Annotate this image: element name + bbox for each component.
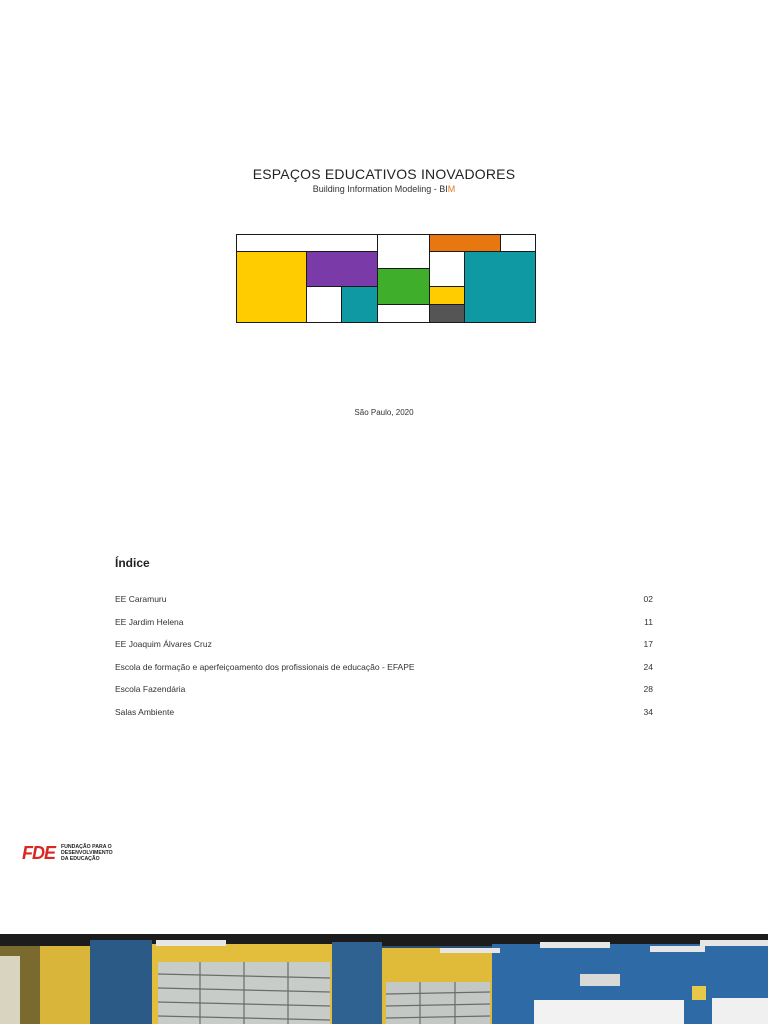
logo-block-gray	[430, 305, 465, 323]
toc-entry[interactable]	[115, 684, 653, 707]
toc-entry[interactable]	[115, 662, 653, 685]
cover-title-block	[0, 166, 768, 194]
toc-entry[interactable]	[115, 707, 653, 730]
toc-entry-label: Escola de formação e aperfeiçoamento dos profissionais de educação - EFAPE	[115, 661, 415, 672]
logo-block-teal-small	[342, 287, 378, 323]
logo-block-yellow-large	[237, 252, 307, 323]
document-subtitle	[0, 184, 768, 194]
fde-logo-text-line2: DESENVOLVIMENTO	[61, 850, 113, 856]
document-title: ESPAÇOS EDUCATIVOS INOVADORES	[252, 166, 516, 182]
fde-logo-mark: FDE	[22, 843, 55, 863]
fde-logo-text-line1: FUNDAÇÃO PARA O	[61, 844, 112, 850]
toc-entry-label: EE Caramuru	[115, 594, 167, 604]
toc-entry-page: 34	[643, 706, 653, 717]
subtitle-main: Building Information Modeling - BI	[312, 184, 448, 194]
table-of-contents	[115, 594, 653, 730]
toc-entry-label: Escola Fazendária	[115, 684, 186, 695]
fde-logo	[22, 840, 122, 864]
city-date: São Paulo, 2020	[354, 408, 414, 417]
logo-block-top-left	[237, 235, 378, 252]
logo-block-top-mid	[378, 235, 430, 269]
toc-entry-page: 24	[643, 661, 653, 672]
index-heading: Índice	[115, 556, 150, 570]
fde-logo-text-line3: DA EDUCAÇÃO	[61, 856, 100, 862]
subtitle-accent: M	[447, 184, 456, 194]
toc-entry-label: EE Jardim Helena	[115, 616, 184, 627]
toc-entry-page: 17	[643, 639, 653, 650]
logo-block-top-right	[501, 235, 536, 252]
logo-block-orange	[430, 235, 501, 252]
logo-block-teal-large	[465, 252, 536, 323]
toc-entry[interactable]	[115, 617, 653, 640]
logo-block-yellow-small	[430, 287, 465, 305]
logo-block-white-small	[307, 287, 342, 323]
toc-entry-label: Salas Ambiente	[115, 706, 175, 717]
toc-entry-page: 28	[643, 684, 653, 695]
toc-entry[interactable]	[115, 639, 653, 662]
toc-entry-label: EE Joaquim Álvares Cruz	[115, 639, 212, 650]
logo-block-bottom-white	[378, 305, 430, 323]
toc-entry-page: 02	[643, 594, 653, 604]
toc-entry[interactable]	[115, 594, 653, 617]
toc-entry-page: 11	[644, 616, 653, 627]
logo-block-purple	[307, 252, 378, 287]
classroom-photo	[0, 934, 768, 1024]
logo-block-green	[378, 269, 430, 305]
logo-block-white-mid	[430, 252, 465, 287]
color-block-logo	[236, 234, 536, 323]
